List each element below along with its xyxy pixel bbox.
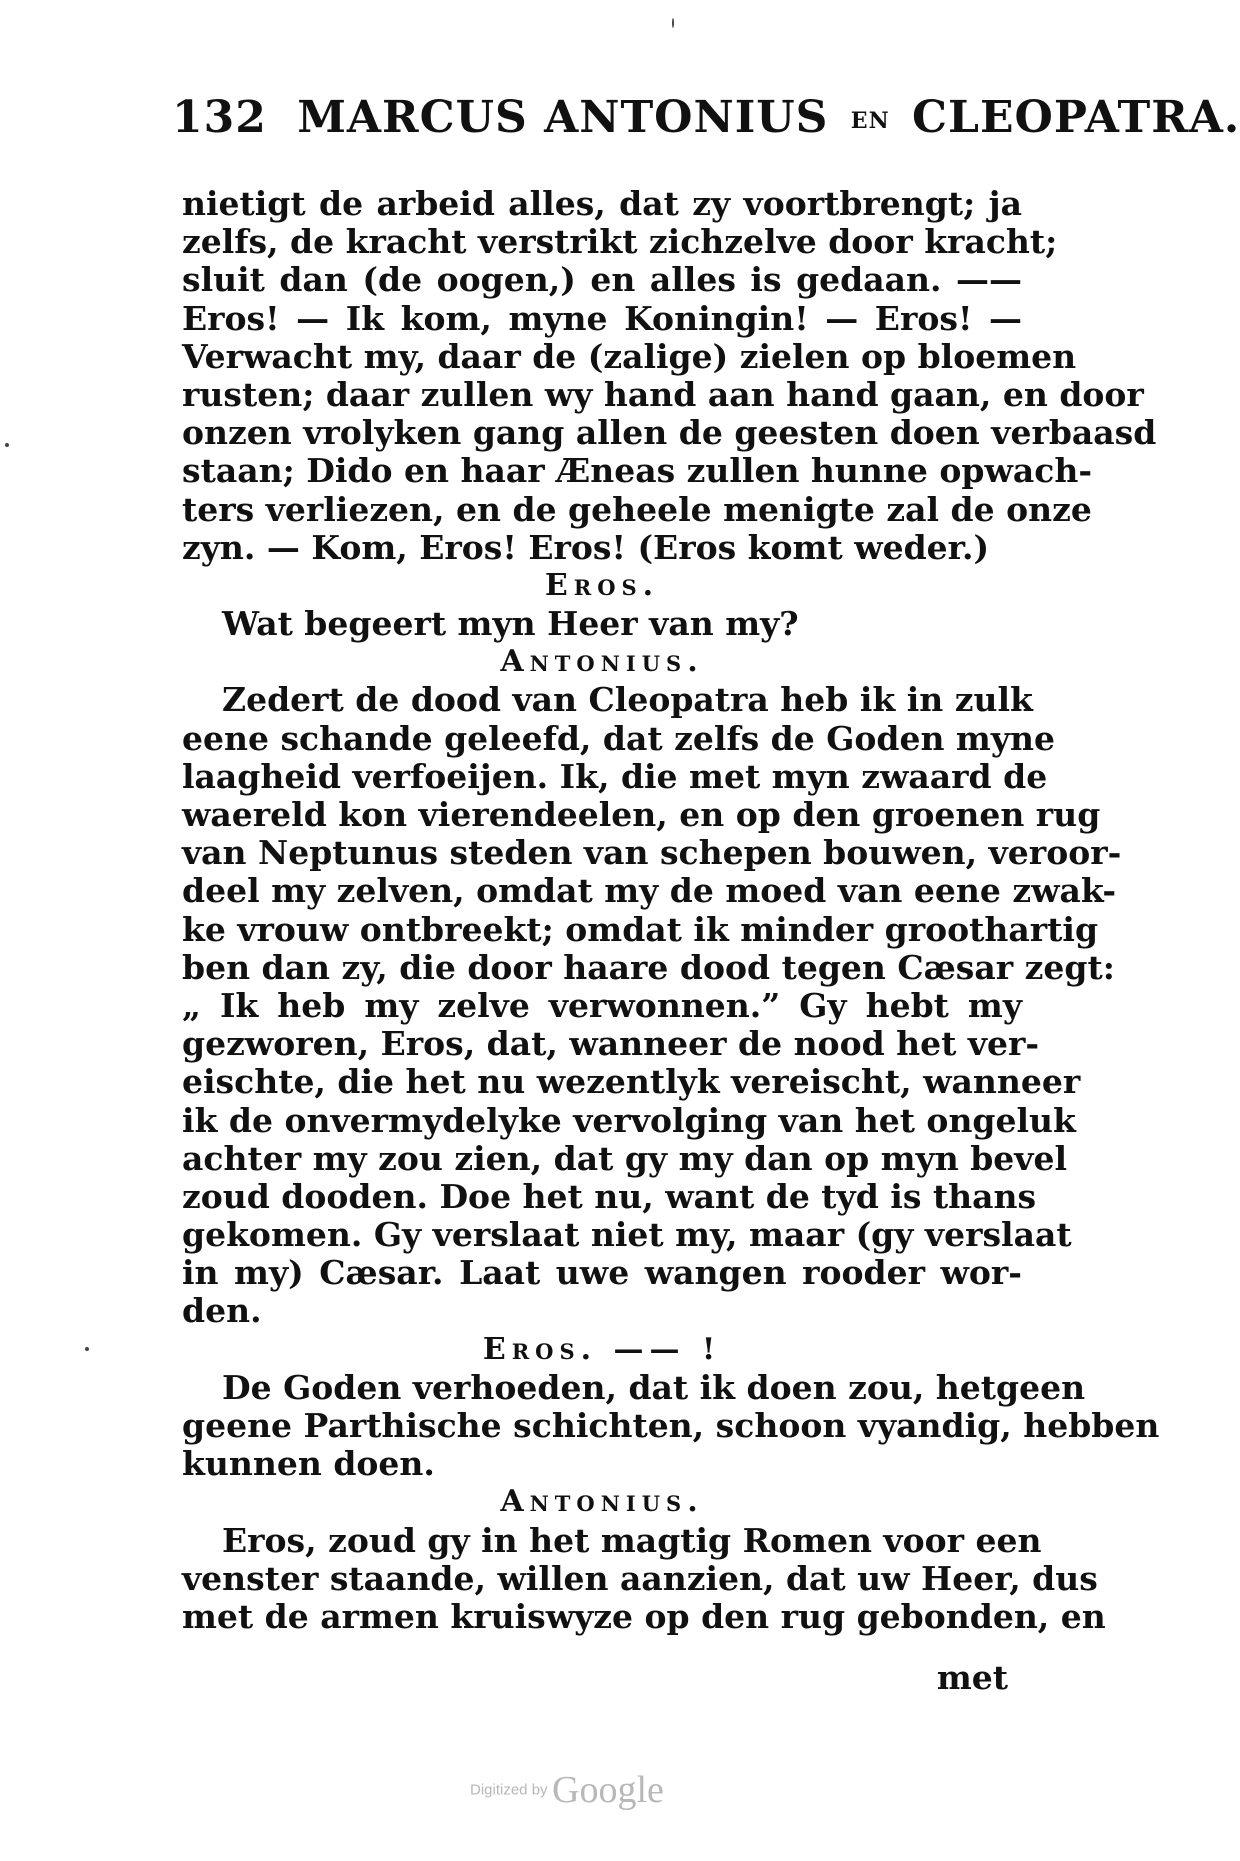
- page-number: 132: [172, 92, 267, 143]
- text-line: Zedert de dood van Cleopatra heb ik in zulk: [222, 680, 1033, 720]
- text-line: ke vrouw ontbreekt; omdat ik minder groothartig: [182, 909, 1099, 949]
- speaker-name: Eros.: [544, 567, 660, 603]
- header-connector: EN: [850, 107, 890, 134]
- text-line: Wat begeert myn Heer van my?: [222, 604, 799, 644]
- text-line: nietigt de arbeid alles, dat zy voortbrengt; ja: [182, 184, 1022, 223]
- speaker-name: Antonius.: [500, 1484, 704, 1520]
- text-line: venster staande, willen aanzien, dat uw Heer, dus: [182, 1558, 1098, 1598]
- text-line: kunnen doen.: [182, 1444, 435, 1484]
- text-line: Verwacht my, daar de (zalige) zielen op bloemen: [182, 336, 1077, 376]
- text-line: ik de onvermydelyke vervolging van het ongeluk: [182, 1100, 1076, 1140]
- text-line: eischte, die het nu wezentlyk vereischt, wanneer: [182, 1062, 1081, 1102]
- text-line: rusten; daar zullen wy hand aan hand gaan, en door: [182, 374, 1144, 414]
- text-line: ters verliezen, en de geheele menigte zal de onze: [182, 489, 1092, 529]
- text-line: den.: [182, 1291, 262, 1331]
- speaker-name: Eros. —— !: [482, 1331, 722, 1367]
- text-line: zoud dooden. Doe het nu, want de tyd is thans: [182, 1176, 1037, 1216]
- digitized-watermark: [470, 1768, 664, 1812]
- ink-speck: [85, 1347, 89, 1351]
- text-line: „ Ik heb my zelve verwonnen.” Gy hebt my: [182, 985, 1022, 1025]
- ink-speck: [672, 18, 674, 28]
- text-line: gezworen, Eros, dat, wanneer de nood het ver-: [182, 1024, 1040, 1064]
- catchword: met: [936, 1658, 1008, 1697]
- text-line: sluit dan (de oogen,) en alles is gedaan. ——: [182, 260, 1022, 300]
- watermark-prefix: Digitized by: [470, 1781, 548, 1799]
- text-line: deel my zelven, omdat my de moed van eene zwak-: [182, 871, 1117, 911]
- google-logo: Google: [552, 1769, 664, 1811]
- text-line: eene schande geleefd, dat zelfs de Goden myne: [182, 718, 1056, 758]
- text-line: zelfs, de kracht verstrikt zichzelve door kracht;: [182, 222, 1058, 262]
- text-line: staan; Dido en haar Æneas zullen hunne opwach-: [182, 451, 1093, 491]
- text-line: zyn. — Kom, Eros! Eros! (Eros komt weder.): [182, 527, 990, 567]
- text-line: achter my zou zien, dat gy my dan op myn bevel: [182, 1138, 1068, 1178]
- text-line: waereld kon vierendeelen, en op den groenen rug: [182, 795, 1101, 834]
- text-line: Eros, zoud gy in het magtig Romen voor een: [222, 1520, 1042, 1560]
- text-line: ben dan zy, die door haare dood tegen Cæsar zegt:: [182, 947, 1115, 987]
- text-line: geene Parthische schichten, schoon vyandig, hebben: [182, 1406, 1160, 1445]
- text-line: van Neptunus steden van schepen bouwen, veroor-: [182, 833, 1122, 873]
- header-title-part2: CLEOPATRA.: [912, 92, 1240, 143]
- text-line: in my) Cæsar. Laat uwe wangen rooder wor-: [182, 1253, 1022, 1293]
- running-header: [172, 92, 1240, 143]
- text-line: laagheid verfoeijen. Ik, die met myn zwaard de: [182, 756, 1048, 796]
- text-line: Eros! — Ik kom, myne Koningin! — Eros! —: [182, 298, 1022, 338]
- header-title-part1: MARCUS ANTONIUS: [297, 92, 829, 143]
- speaker-name: Antonius.: [500, 644, 704, 680]
- ink-speck: [5, 443, 9, 447]
- text-line: onzen vrolyken gang allen de geesten doen verbaasd: [182, 413, 1157, 453]
- text-line: met de armen kruiswyze op den rug gebonden, en: [182, 1596, 1106, 1636]
- text-line: gekomen. Gy verslaat niet my, maar (gy verslaat: [182, 1215, 1072, 1255]
- body-text: [182, 184, 1160, 1636]
- text-line: De Goden verhoeden, dat ik doen zou, hetgeen: [222, 1367, 1086, 1407]
